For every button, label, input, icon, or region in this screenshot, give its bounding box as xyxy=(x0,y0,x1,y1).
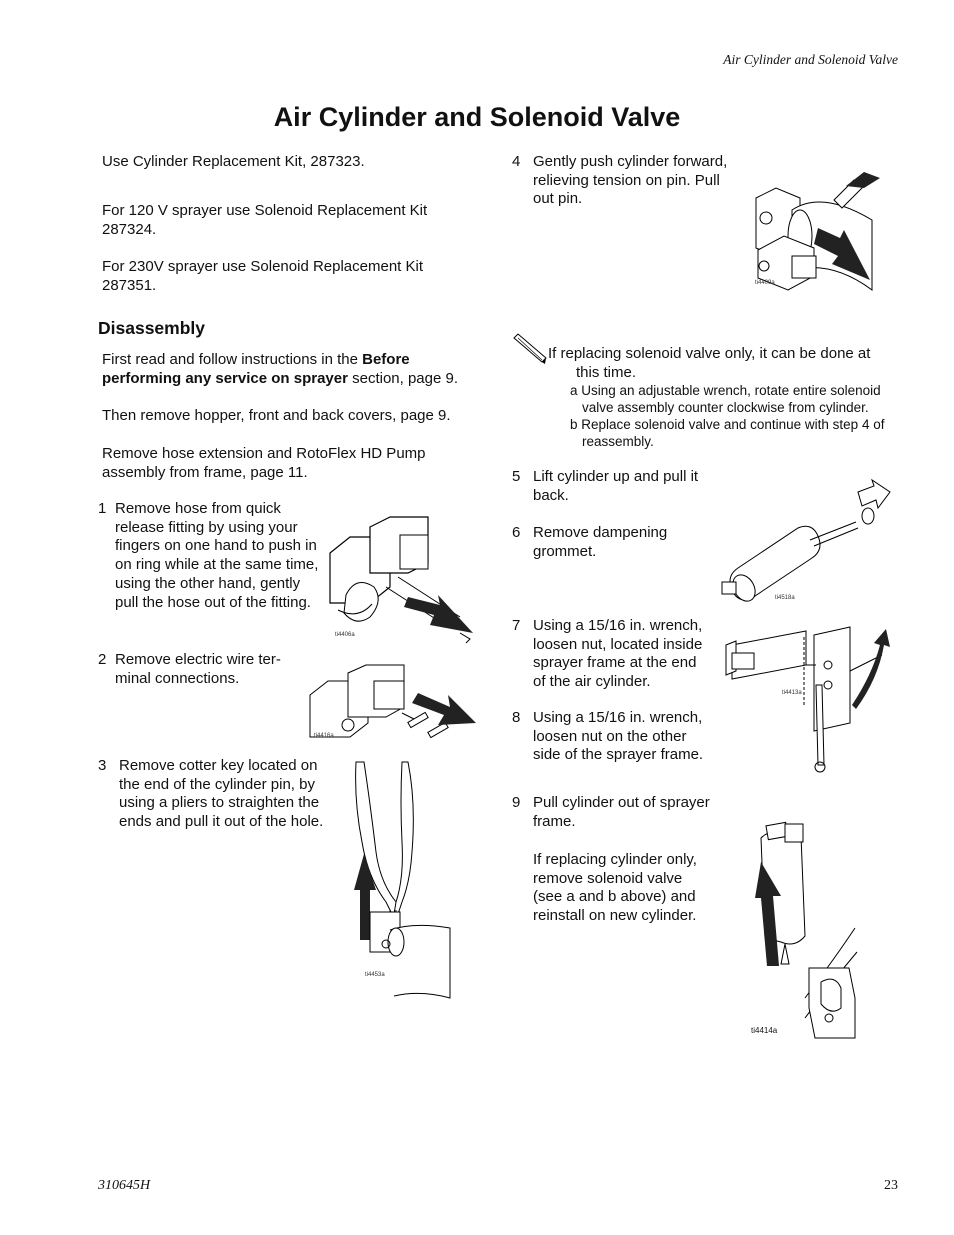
step-5: 5 Lift cylinder up and pull it back. xyxy=(512,468,699,504)
caption-ti4453a: ti4453a xyxy=(365,972,385,978)
note-sub-b: b Replace solenoid valve and continue with step 4 of reassembly. xyxy=(570,417,885,449)
intro-solenoid-120v: For 120 V sprayer use Solenoid Replacement Kit 287324. xyxy=(102,202,428,238)
caption-ti4518a: ti4518a xyxy=(775,595,795,601)
doc-number: 310645H xyxy=(98,1178,151,1193)
caption-ti4416a: ti4416a xyxy=(314,733,334,739)
step-9-followup: If replacing cylinder only, remove solenoid valve (see a and b above) and reinstall on new cylinder. xyxy=(533,851,697,925)
running-header: Air Cylinder and Solenoid Valve xyxy=(723,52,898,67)
intro-solenoid-230v: For 230V sprayer use Solenoid Replacement Kit 287351. xyxy=(102,258,424,294)
page-title: Air Cylinder and Solenoid Valve xyxy=(273,102,681,132)
illustration-pull-cylinder-out xyxy=(745,818,860,1038)
intro-cylinder-kit: Use Cylinder Replacement Kit, 287323. xyxy=(102,153,365,170)
step-7: 7 Using a 15/16 in. wrench, loosen nut, located inside sprayer frame at the end of the air cylinder. xyxy=(512,617,703,691)
disassembly-para-2: Then remove hopper, front and back covers, page 9. xyxy=(102,407,451,424)
caption-ti4406a: ti4406a xyxy=(335,632,355,638)
caption-ti4414a: ti4414a xyxy=(751,1026,778,1035)
caption-ti4413a: ti4413a xyxy=(782,690,802,696)
step-8: 8 Using a 15/16 in. wrench, loosen nut on the other side of the sprayer frame. xyxy=(512,709,704,764)
pencil-note-icon xyxy=(512,334,546,364)
illustration-wrench-nut xyxy=(722,625,892,775)
step-1: 1 Remove hose from quick release fitting by using your fingers on one hand to push in on ring while at the same time, using the other hand, gently pull the hose out of the fitting. xyxy=(98,500,319,611)
step-2: 2 Remove electric wire ter- minal connections. xyxy=(98,651,281,687)
note-sub-a: a Using an adjustable wrench, rotate entire solenoid valve assembly counter clockwise from cylinder. xyxy=(570,383,881,415)
step-9: 9 Pull cylinder out of sprayer frame. xyxy=(512,794,710,830)
note-solenoid-only: If replacing solenoid valve only, it can be done at this time. xyxy=(548,345,871,381)
caption-ti4409a: ti4409a xyxy=(755,280,775,286)
disassembly-heading: Disassembly xyxy=(98,318,206,338)
step-3: 3 Remove cotter key located on the end of the cylinder pin, by using a pliers to straighten the ends and pull it out of the hole. xyxy=(98,757,324,831)
step-4: 4 Gently push cylinder forward, relieving tension on pin. Pull out pin. xyxy=(512,153,728,208)
page-number: 23 xyxy=(884,1178,898,1193)
disassembly-para-1: First read and follow instructions in the Before performing any service on sprayer section, page 9. xyxy=(102,351,459,387)
illustration-pliers-cotter-key xyxy=(350,760,450,995)
step-6: 6 Remove dampening grommet. xyxy=(512,524,668,560)
disassembly-para-3: Remove hose extension and RotoFlex HD Pump assembly from frame, page 11. xyxy=(102,445,426,481)
illustration-lift-cylinder xyxy=(718,478,893,608)
